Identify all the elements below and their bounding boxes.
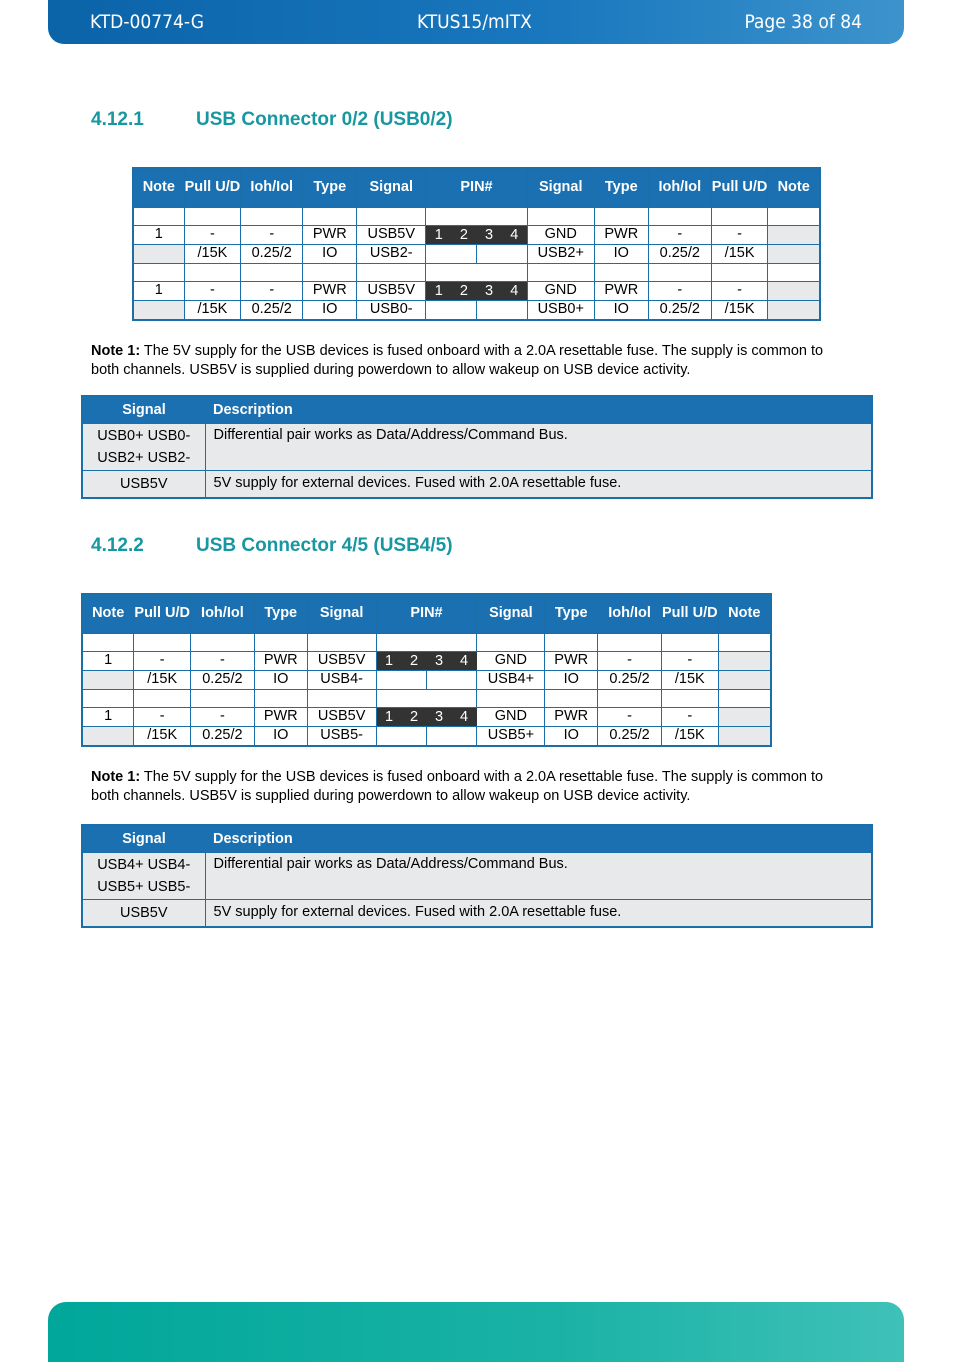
table-cell <box>82 689 134 707</box>
table-row <box>82 689 771 707</box>
table-cell: PWR <box>594 225 648 244</box>
pin-cell <box>426 225 528 244</box>
table-cell: - <box>241 281 303 300</box>
table-cell <box>241 207 303 225</box>
table-cell: USB0- <box>357 300 426 320</box>
table-cell <box>426 207 528 225</box>
table-cell <box>768 244 820 263</box>
table-cell: USB2+ <box>527 244 594 263</box>
note-label: Note 1: <box>91 343 141 359</box>
pin-empty <box>427 727 476 745</box>
signal-cell: USB4+ USB4- USB5+ USB5- <box>82 853 205 900</box>
table-cell: - <box>661 651 718 670</box>
column-header: Signal <box>307 594 376 633</box>
table-cell <box>711 263 768 281</box>
table-cell: PWR <box>303 281 357 300</box>
table-cell: 0.25/2 <box>191 726 255 746</box>
table-cell <box>594 263 648 281</box>
product-name: KTUS15/mITX <box>417 11 532 33</box>
table-cell: USB2- <box>357 244 426 263</box>
table-cell: - <box>661 707 718 726</box>
pinout-table-usb02 <box>132 167 821 321</box>
table-cell: PWR <box>254 651 307 670</box>
table-cell <box>768 207 820 225</box>
pin-number: 3 <box>427 708 452 726</box>
table-cell: /15K <box>184 300 241 320</box>
column-header: Pull U/D <box>711 168 768 207</box>
table-cell <box>82 726 134 746</box>
pin-empty <box>377 671 427 689</box>
table-cell <box>254 689 307 707</box>
column-header: Note <box>768 168 820 207</box>
table-cell: PWR <box>254 707 307 726</box>
table-cell <box>527 263 594 281</box>
table-cell: 0.25/2 <box>648 244 711 263</box>
table-cell: - <box>241 225 303 244</box>
pin-number: 3 <box>477 282 502 300</box>
pin-cell <box>426 300 528 320</box>
table-cell: GND <box>527 225 594 244</box>
pin-empty <box>477 245 527 263</box>
signal-cell: USB5V <box>82 900 205 928</box>
table-row <box>133 207 820 225</box>
table-cell <box>307 633 376 651</box>
column-header: Signal <box>527 168 594 207</box>
table-row <box>133 281 820 300</box>
column-header: Type <box>545 594 598 633</box>
table-cell: IO <box>545 726 598 746</box>
table-cell <box>133 263 184 281</box>
table-row <box>82 651 771 670</box>
pin-number: 4 <box>452 708 477 726</box>
table-cell: USB5V <box>357 281 426 300</box>
table-row <box>82 471 872 499</box>
table-cell <box>357 263 426 281</box>
table-cell <box>307 689 376 707</box>
column-header: Signal <box>82 825 205 853</box>
pin-cell <box>376 651 477 670</box>
table-cell: - <box>191 707 255 726</box>
table-cell <box>184 207 241 225</box>
table-cell <box>134 689 191 707</box>
table-cell: - <box>648 225 711 244</box>
table-cell <box>768 263 820 281</box>
table-row <box>133 263 820 281</box>
table-cell <box>82 670 134 689</box>
table-cell: 0.25/2 <box>598 726 662 746</box>
description-cell: Differential pair works as Data/Address/Command Bus. <box>205 424 872 471</box>
pin-number: 3 <box>427 652 452 670</box>
table-cell: - <box>191 651 255 670</box>
table-cell: 0.25/2 <box>241 300 303 320</box>
table-cell: PWR <box>545 707 598 726</box>
table-cell: /15K <box>134 726 191 746</box>
table-cell: GND <box>477 707 545 726</box>
table-cell: 1 <box>133 225 184 244</box>
table-cell: 1 <box>82 651 134 670</box>
table-cell: 0.25/2 <box>241 244 303 263</box>
table-cell: /15K <box>661 670 718 689</box>
table-cell <box>376 633 477 651</box>
column-header: Signal <box>357 168 426 207</box>
pin-number: 2 <box>402 708 427 726</box>
table-row <box>133 244 820 263</box>
table-cell <box>718 633 771 651</box>
table-cell <box>718 726 771 746</box>
section-number: 4.12.2 <box>91 535 144 556</box>
table-cell: IO <box>594 244 648 263</box>
column-header: Signal <box>82 396 205 424</box>
table-row <box>82 900 872 928</box>
table-cell: - <box>711 225 768 244</box>
pin-number: 1 <box>426 226 451 244</box>
table-cell: - <box>134 651 191 670</box>
pin-empty <box>426 245 477 263</box>
table-cell <box>718 707 771 726</box>
column-header: Ioh/Iol <box>241 168 303 207</box>
table-cell <box>134 633 191 651</box>
table-row <box>82 633 771 651</box>
table-cell: /15K <box>711 244 768 263</box>
table-cell <box>648 263 711 281</box>
section-title: USB Connector 4/5 (USB4/5) <box>196 535 453 556</box>
pin-number: 3 <box>477 226 502 244</box>
pin-number: 4 <box>502 282 527 300</box>
table-cell <box>133 300 184 320</box>
description-cell: Differential pair works as Data/Address/Command Bus. <box>205 853 872 900</box>
table-cell: - <box>184 225 241 244</box>
pin-cell <box>376 670 477 689</box>
pin-cell <box>426 281 528 300</box>
signal-description-table-usb02 <box>81 395 873 499</box>
table-cell: - <box>134 707 191 726</box>
table-cell: IO <box>254 726 307 746</box>
pin-empty <box>426 301 477 319</box>
pin-number: 4 <box>452 652 477 670</box>
table-cell: 0.25/2 <box>648 300 711 320</box>
table-cell: - <box>598 707 662 726</box>
table-cell <box>133 244 184 263</box>
note-text: The 5V supply for the USB devices is fused onboard with a 2.0A resettable fuse. The supply is common to both channels. USB5V is supplied during powerdown to allow wakeup on USB device activity. <box>91 343 824 378</box>
table-cell: - <box>598 651 662 670</box>
pin-cell <box>426 244 528 263</box>
pinout-table-usb45 <box>81 593 772 747</box>
description-cell: 5V supply for external devices. Fused with 2.0A resettable fuse. <box>205 900 872 928</box>
signal-description-table-usb45 <box>81 824 873 928</box>
table-cell: IO <box>594 300 648 320</box>
column-header: PIN# <box>426 168 528 207</box>
table-cell <box>718 670 771 689</box>
table-cell <box>661 633 718 651</box>
column-header: Signal <box>477 594 545 633</box>
table-cell <box>133 207 184 225</box>
table-row <box>133 225 820 244</box>
table-cell <box>768 225 820 244</box>
table-cell <box>426 263 528 281</box>
description-cell: 5V supply for external devices. Fused with 2.0A resettable fuse. <box>205 471 872 499</box>
table-cell <box>254 633 307 651</box>
table-row <box>82 726 771 746</box>
table-cell: GND <box>477 651 545 670</box>
table-cell: 1 <box>133 281 184 300</box>
signal-cell: USB5V <box>82 471 205 499</box>
table-cell <box>718 651 771 670</box>
table-row <box>82 707 771 726</box>
table-cell <box>241 263 303 281</box>
column-header: Type <box>303 168 357 207</box>
pin-empty <box>477 301 527 319</box>
column-header: Description <box>205 396 872 424</box>
pin-number: 1 <box>426 282 451 300</box>
table-cell <box>598 689 662 707</box>
table-cell <box>184 263 241 281</box>
table-cell: USB5- <box>307 726 376 746</box>
table-row <box>82 424 872 471</box>
signal-cell: USB0+ USB0- USB2+ USB2- <box>82 424 205 471</box>
pin-number: 1 <box>377 708 402 726</box>
pin-empty <box>377 727 427 745</box>
table-cell: USB0+ <box>527 300 594 320</box>
document-id: KTD-00774-G <box>90 11 204 33</box>
table-cell: IO <box>545 670 598 689</box>
table-row <box>133 300 820 320</box>
column-header: PIN# <box>376 594 477 633</box>
note-usb02 <box>91 342 851 379</box>
table-cell <box>648 207 711 225</box>
table-cell <box>768 300 820 320</box>
table-cell: USB4- <box>307 670 376 689</box>
column-header: Type <box>594 168 648 207</box>
table-cell <box>594 207 648 225</box>
column-header: Note <box>82 594 134 633</box>
pin-cell <box>376 726 477 746</box>
table-cell: /15K <box>711 300 768 320</box>
table-cell <box>477 633 545 651</box>
table-cell: 0.25/2 <box>598 670 662 689</box>
column-header: Pull U/D <box>134 594 191 633</box>
pin-number: 4 <box>502 226 527 244</box>
table-cell: 1 <box>82 707 134 726</box>
table-cell: - <box>184 281 241 300</box>
table-cell: PWR <box>303 225 357 244</box>
table-cell <box>711 207 768 225</box>
table-cell <box>191 689 255 707</box>
page-number: Page 38 of 84 <box>744 11 862 33</box>
table-cell <box>82 633 134 651</box>
table-cell: /15K <box>134 670 191 689</box>
table-row <box>82 670 771 689</box>
table-cell: PWR <box>594 281 648 300</box>
section-number: 4.12.1 <box>91 109 144 130</box>
table-cell: USB4+ <box>477 670 545 689</box>
table-cell: USB5V <box>307 707 376 726</box>
column-header: Ioh/Iol <box>598 594 662 633</box>
note-text: The 5V supply for the USB devices is fused onboard with a 2.0A resettable fuse. The supply is common to both channels. USB5V is supplied during powerdown to allow wakeup on USB device activity. <box>91 769 824 804</box>
pin-number: 2 <box>402 652 427 670</box>
table-cell <box>598 633 662 651</box>
table-cell: PWR <box>545 651 598 670</box>
table-cell <box>661 689 718 707</box>
table-cell <box>357 207 426 225</box>
pin-number: 2 <box>451 226 476 244</box>
pin-number: 2 <box>451 282 476 300</box>
table-cell <box>545 689 598 707</box>
note-label: Note 1: <box>91 769 141 785</box>
table-cell: - <box>711 281 768 300</box>
table-cell: IO <box>303 244 357 263</box>
column-header: Pull U/D <box>661 594 718 633</box>
column-header: Description <box>205 825 872 853</box>
table-cell: /15K <box>661 726 718 746</box>
column-header: Pull U/D <box>184 168 241 207</box>
table-cell <box>545 633 598 651</box>
table-cell <box>527 207 594 225</box>
table-cell: USB5V <box>357 225 426 244</box>
table-cell <box>303 263 357 281</box>
column-header: Note <box>718 594 771 633</box>
table-cell: USB5+ <box>477 726 545 746</box>
table-cell: 0.25/2 <box>191 670 255 689</box>
page-header <box>48 0 904 44</box>
pin-cell <box>376 707 477 726</box>
column-header: Ioh/Iol <box>648 168 711 207</box>
pin-empty <box>427 671 476 689</box>
table-cell <box>303 207 357 225</box>
column-header: Note <box>133 168 184 207</box>
table-cell: USB5V <box>307 651 376 670</box>
table-cell <box>376 689 477 707</box>
column-header: Ioh/Iol <box>191 594 255 633</box>
pin-number: 1 <box>377 652 402 670</box>
section-title: USB Connector 0/2 (USB0/2) <box>196 109 453 130</box>
table-row <box>82 853 872 900</box>
page-footer <box>48 1302 904 1362</box>
table-cell <box>718 689 771 707</box>
column-header: Type <box>254 594 307 633</box>
note-usb45 <box>91 768 851 805</box>
table-cell: - <box>648 281 711 300</box>
table-cell: IO <box>303 300 357 320</box>
table-cell <box>477 689 545 707</box>
table-cell <box>768 281 820 300</box>
table-cell <box>191 633 255 651</box>
table-cell: IO <box>254 670 307 689</box>
table-cell: /15K <box>184 244 241 263</box>
table-cell: GND <box>527 281 594 300</box>
